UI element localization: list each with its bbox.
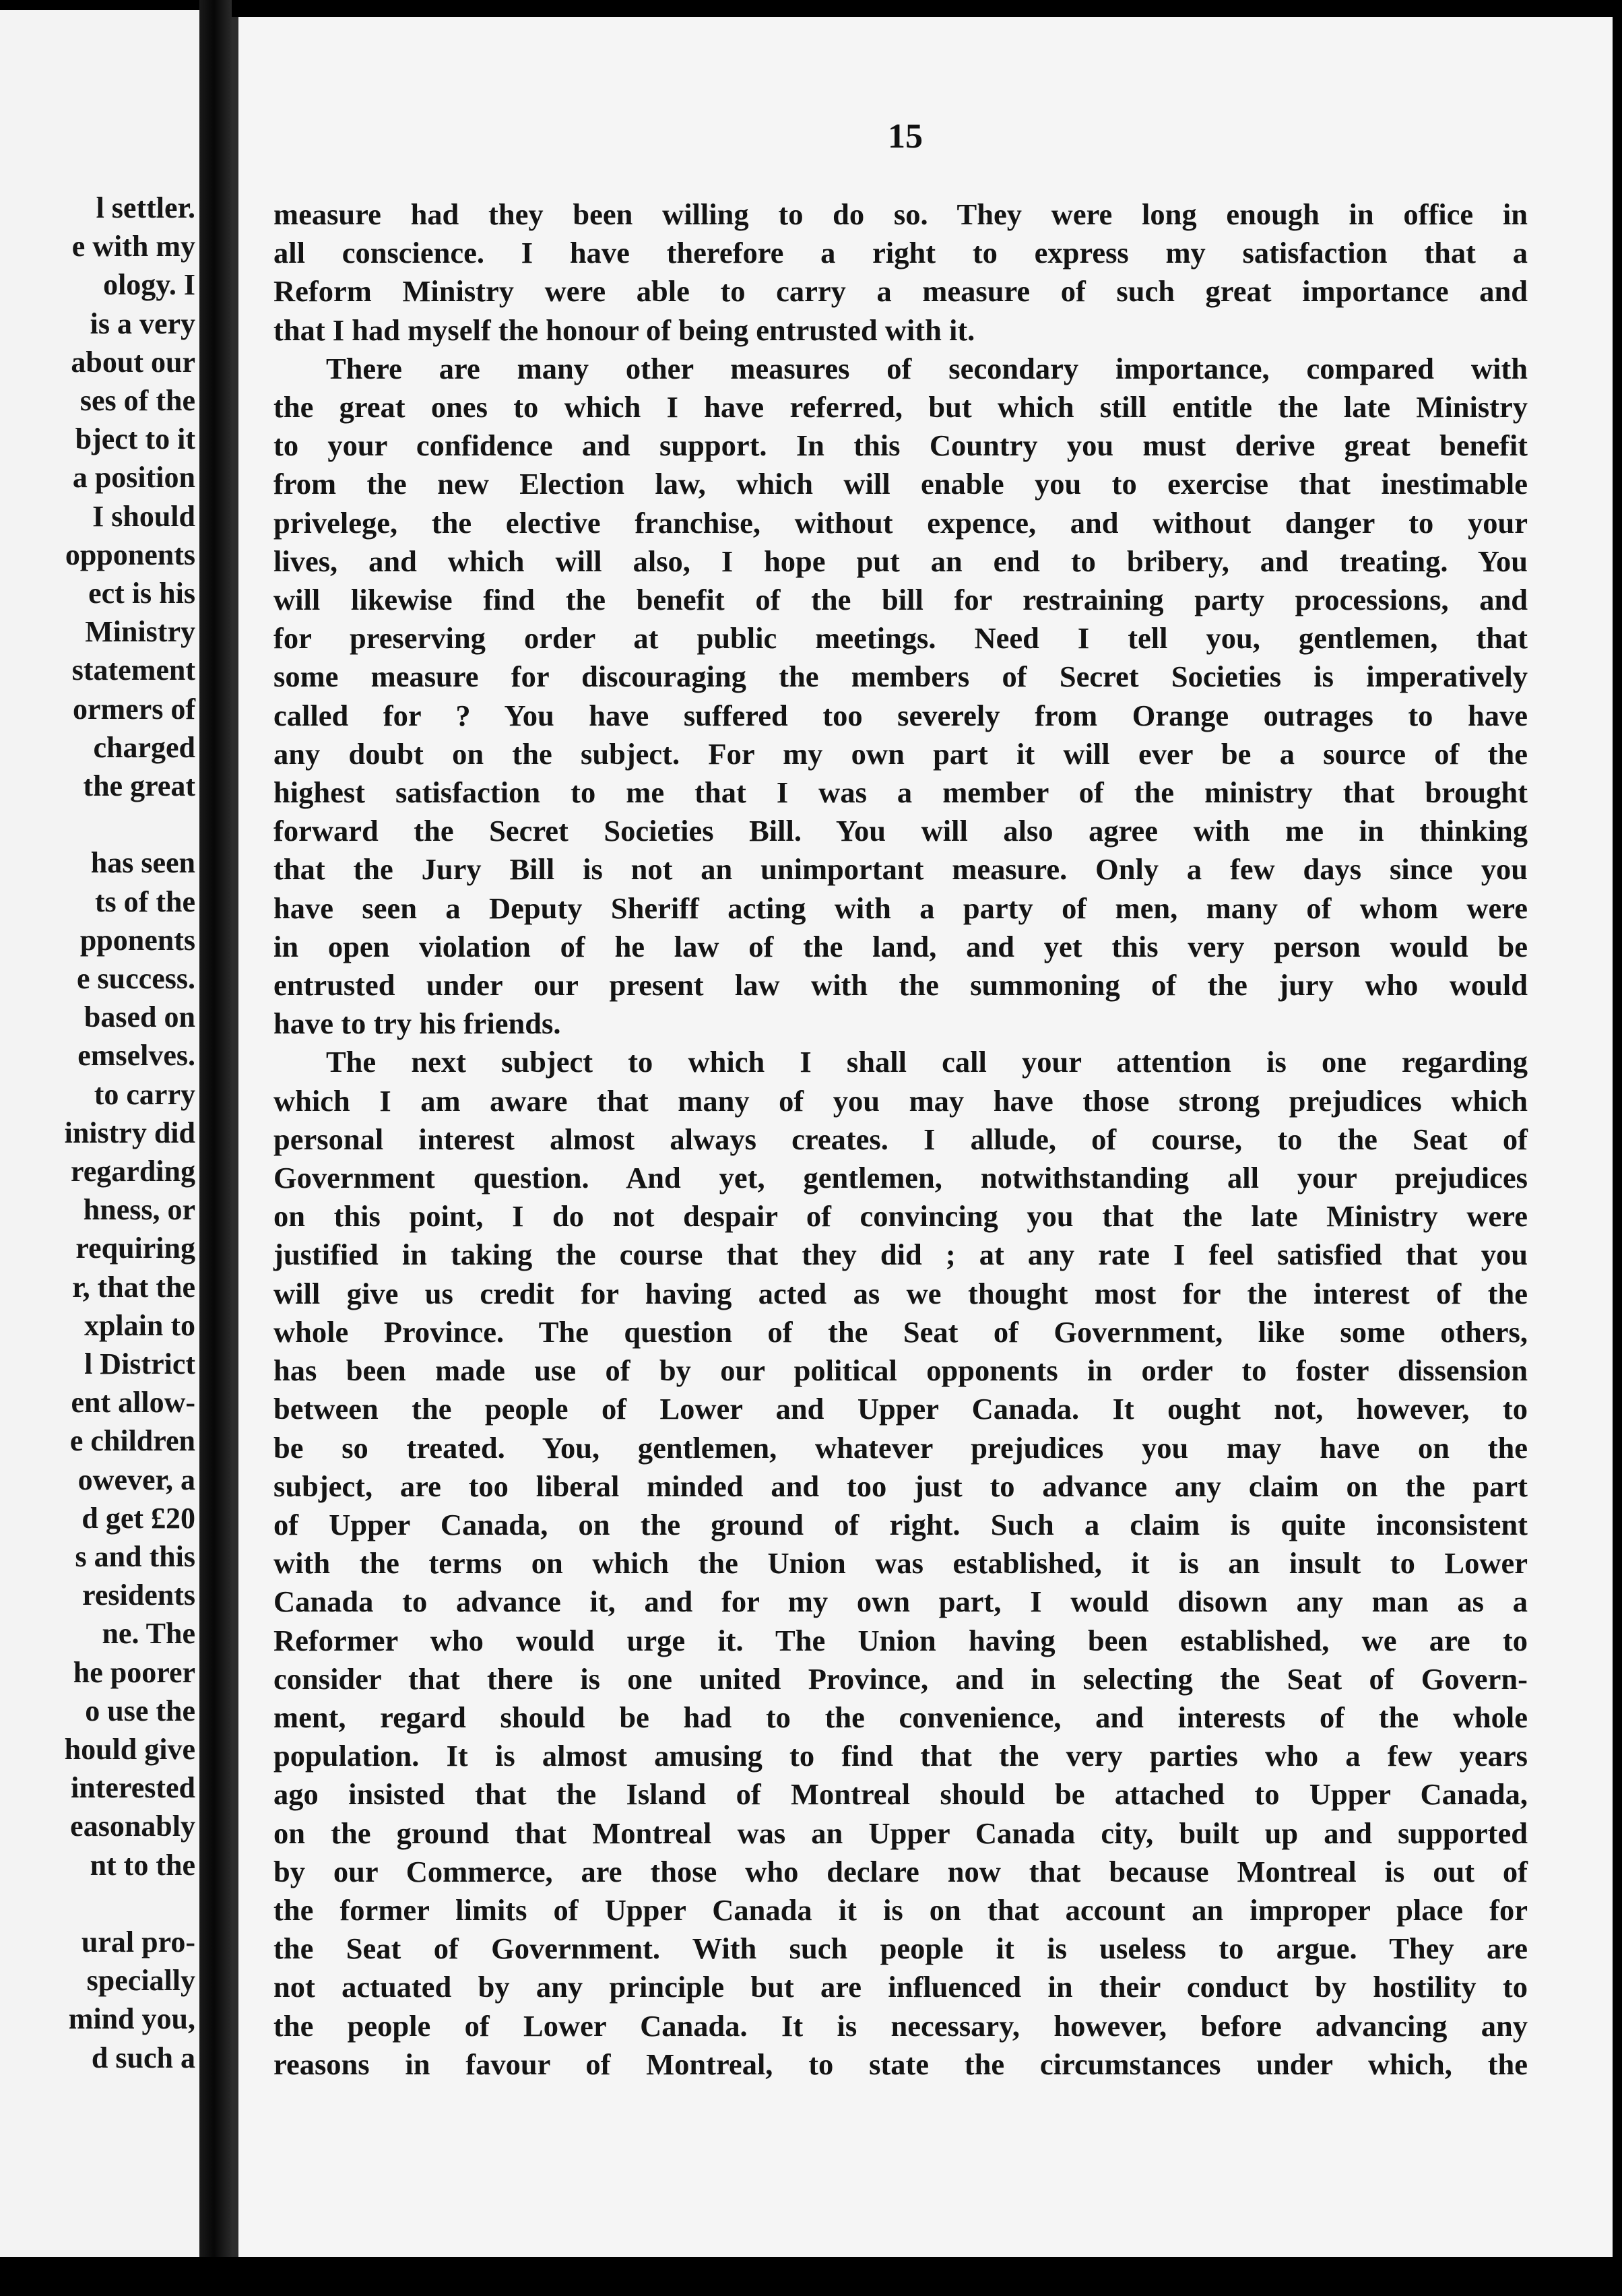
left-page-line: I should — [92, 499, 195, 533]
left-page-line: l settler. — [96, 191, 195, 224]
text-line: whole Province. The question of the Seat of Government, like some others, — [273, 1314, 1528, 1349]
left-page-line: residents — [82, 1578, 195, 1612]
left-page-line: Ministry — [85, 615, 195, 649]
left-page-line: ts of the — [94, 885, 195, 918]
text-line: lives, and which will also, I hope put an end to bribery, and treating. You — [273, 544, 1528, 578]
text-line: consider that there is one united Province, and in selecting the Seat of Govern- — [273, 1661, 1528, 1696]
text-line: any doubt on the subject. For my own part it will ever be a source of the — [273, 736, 1528, 771]
left-page-fragment — [0, 10, 199, 2257]
page-edge — [232, 17, 238, 2257]
left-page-line: based on — [84, 1000, 195, 1034]
text-line: Government question. And yet, gentlemen, notwithstanding all your prejudices — [273, 1161, 1528, 1195]
text-line: ment, regard should be had to the convenience, and interests of the whole — [273, 1700, 1528, 1734]
left-page-line: xplain to — [84, 1308, 195, 1342]
text-line: the people of Lower Canada. It is necessary, however, before advancing any — [273, 2008, 1528, 2043]
text-line: justified in taking the course that they did ; at any rate I feel satisfied that you — [273, 1238, 1528, 1272]
text-line: some measure for discouraging the members of Secret Societies is imperatively — [273, 660, 1528, 694]
left-page-line: to carry — [94, 1077, 195, 1111]
text-line: between the people of Lower and Upper Canada. It ought not, however, to — [273, 1392, 1528, 1426]
text-line: be so treated. You, gentlemen, whatever prejudices you may have on the — [273, 1430, 1528, 1465]
text-line: personal interest almost always creates. I allude, of course, to the Seat of — [273, 1122, 1528, 1156]
left-page-line: d get £20 — [82, 1501, 195, 1535]
left-page-line: bject to it — [75, 422, 195, 456]
left-page-line: ural pro- — [81, 1925, 195, 1958]
text-line: from the new Election law, which will enable you to exercise that inestimable — [273, 467, 1528, 501]
text-line: all conscience. I have therefore a right to express my satisfaction that a — [273, 236, 1528, 270]
left-page-line: nt to the — [90, 1848, 195, 1882]
text-line: in open violation of he law of the land, and yet this very person would be — [273, 929, 1528, 963]
body-text — [273, 195, 1528, 2084]
left-page-line: the great — [83, 769, 195, 802]
left-page-line: mind you, — [68, 2002, 195, 2036]
left-page-line: requiring — [75, 1232, 195, 1265]
left-page-line: e success. — [77, 962, 195, 995]
text-line: to your confidence and support. In this Country you must derive great benefit — [273, 428, 1528, 463]
text-line: not actuated by any principle but are influenced in their conduct by hostility to — [273, 1970, 1528, 2004]
left-page-line: hness, or — [83, 1193, 195, 1227]
left-page-line: has seen — [90, 846, 195, 880]
left-page-line: inistry did — [64, 1116, 195, 1149]
left-page-line: ent allow- — [71, 1386, 195, 1420]
left-page-line: o use the — [85, 1694, 195, 1727]
text-line: reasons in favour of Montreal, to state the circumstances under which, the — [273, 2047, 1528, 2081]
left-page-line: d such a — [91, 2041, 195, 2074]
left-page-line: owever, a — [77, 1463, 195, 1496]
text-line: of Upper Canada, on the ground of right. Such a claim is quite inconsistent — [273, 1507, 1528, 1541]
right-page — [232, 17, 1613, 2257]
book-gutter — [199, 0, 232, 2296]
text-line: by our Commerce, are those who declare now that because Montreal is out of — [273, 1854, 1528, 1888]
text-line: will likewise find the benefit of the bill for restraining party processions, and — [273, 583, 1528, 617]
text-line: with the terms on which the Union was established, it is an insult to Lower — [273, 1546, 1528, 1581]
left-page-line: ect is his — [88, 577, 195, 610]
text-line: the Seat of Government. With such people it is useless to argue. They are — [273, 1932, 1528, 1966]
text-line: subject, are too liberal minded and too just to advance any claim on the part — [273, 1469, 1528, 1503]
left-page-line: interested — [71, 1771, 195, 1805]
text-line: which I am aware that many of you may have those strong prejudices which — [273, 1083, 1528, 1118]
left-page-line: s and this — [75, 1540, 195, 1573]
text-line: The next subject to which I shall call your attention is one regarding — [326, 1045, 1528, 1079]
text-line: called for ? You have suffered too severely from Orange outrages to have — [273, 698, 1528, 732]
left-page-line: ology. I — [103, 268, 195, 302]
left-page-line: r, that the — [72, 1270, 195, 1304]
text-line: on this point, I do not despair of convincing you that the late Ministry were — [273, 1199, 1528, 1234]
text-line: Reform Ministry were able to carry a measure of such great importance and — [273, 274, 1528, 309]
text-line: population. It is almost amusing to find that the very parties who a few years — [273, 1739, 1528, 1773]
left-page-line: hould give — [64, 1733, 195, 1766]
text-line: has been made use of by our political opponents in order to foster dissension — [273, 1353, 1528, 1388]
text-line: measure had they been willing to do so. They were long enough in office in — [273, 197, 1528, 231]
text-line: entrusted under our present law with the summoning of the jury who would — [273, 968, 1528, 1002]
left-page-line: he poorer — [73, 1655, 195, 1689]
text-line: will give us credit for having acted as we thought most for the interest of the — [273, 1276, 1528, 1310]
left-page-line: pponents — [79, 923, 195, 957]
text-line: that I had myself the honour of being entrusted with it. — [273, 313, 975, 347]
left-page-line: ses of the — [79, 384, 195, 417]
text-line: for preserving order at public meetings. Need I tell you, gentlemen, that — [273, 621, 1528, 656]
left-page-line: a position — [72, 461, 195, 495]
text-line: highest satisfaction to me that I was a member of the ministry that brought — [273, 775, 1528, 810]
left-page-line: ormers of — [72, 692, 195, 726]
text-line: that the Jury Bill is not an unimportant measure. Only a few days since you — [273, 852, 1528, 887]
text-line: There are many other measures of secondary importance, compared with — [326, 351, 1528, 385]
text-line: forward the Secret Societies Bill. You will also agree with me in thinking — [273, 814, 1528, 848]
left-page-line: about our — [71, 345, 195, 379]
left-page-line: e children — [69, 1424, 195, 1458]
left-page-line: easonably — [70, 1810, 195, 1843]
left-page-line: statement — [71, 653, 195, 687]
left-page-line: charged — [93, 730, 195, 764]
left-page-line: emselves. — [77, 1039, 195, 1073]
left-page-line: regarding — [71, 1155, 195, 1188]
text-line: have to try his friends. — [273, 1007, 561, 1041]
text-line: Reformer who would urge it. The Union having been established, we are to — [273, 1623, 1528, 1657]
left-page-line: specially — [86, 1964, 195, 1998]
page-number: 15 — [888, 117, 923, 156]
text-line: Canada to advance it, and for my own part, I would disown any man as a — [273, 1585, 1528, 1619]
left-page-line: e with my — [71, 230, 195, 263]
text-line: the great ones to which I have referred, but which still entitle the late Ministry — [273, 390, 1528, 424]
text-line: privelege, the elective franchise, without expence, and without danger to your — [273, 505, 1528, 540]
text-line: on the ground that Montreal was an Upper Canada city, built up and supported — [273, 1816, 1528, 1850]
text-line: ago insisted that the Island of Montreal should be attached to Upper Canada, — [273, 1777, 1528, 1812]
left-page-line: is a very — [90, 307, 195, 340]
text-line: have seen a Deputy Sheriff acting with a party of men, many of whom were — [273, 891, 1528, 925]
left-page-line: l District — [84, 1347, 195, 1380]
scan-bottom-edge — [0, 2257, 1622, 2296]
text-line: the former limits of Upper Canada it is on that account an improper place for — [273, 1892, 1528, 1927]
left-page-line: opponents — [65, 538, 195, 571]
left-page-line: ne. The — [102, 1617, 195, 1651]
